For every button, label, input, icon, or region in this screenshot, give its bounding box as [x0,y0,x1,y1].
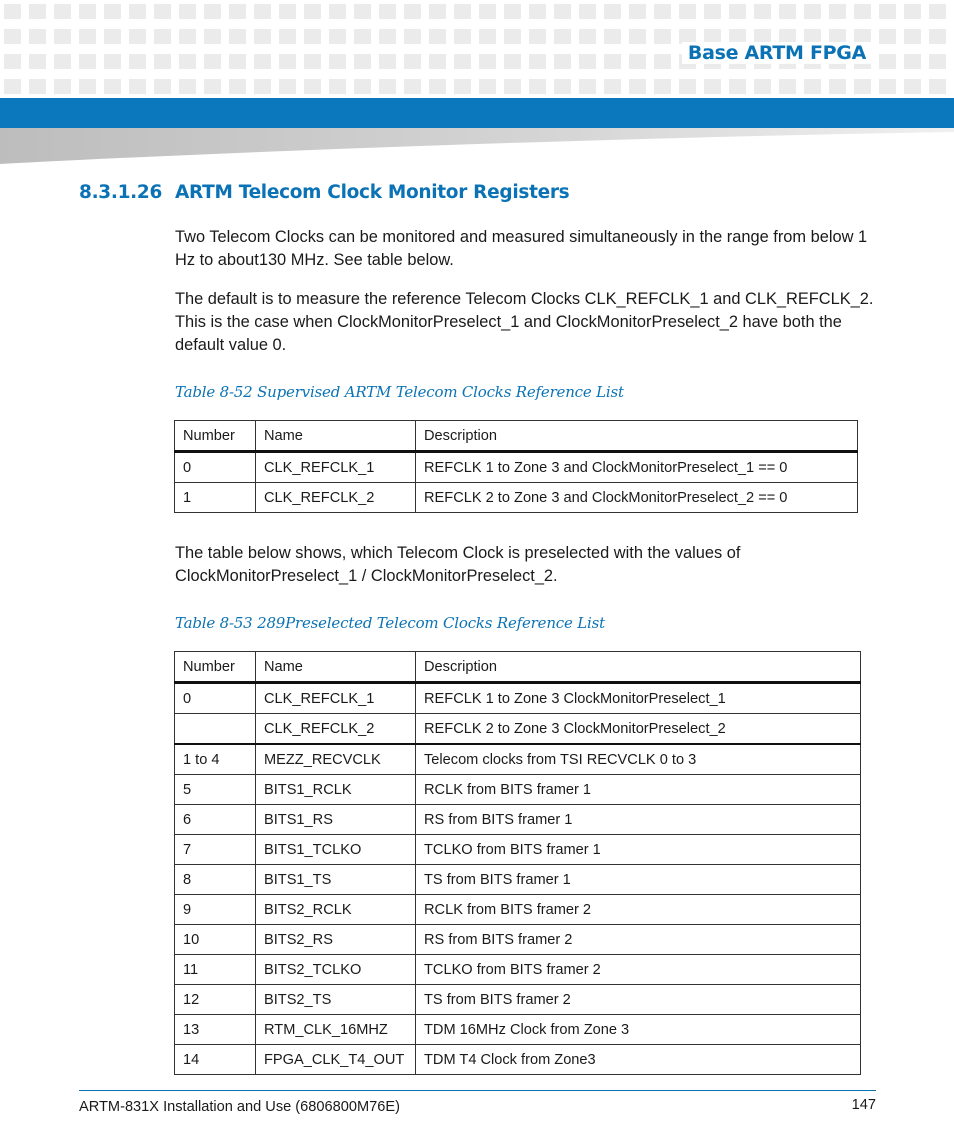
paragraph: The table below shows, which Telecom Clock is preselected with the values of ClockMonitorPreselect_1 / ClockMonitorPreselect_2. [175,544,741,585]
table-cell: RTM_CLK_16MHZ [256,1015,416,1045]
footer-document-title: ARTM-831X Installation and Use (6806800M76E) [79,1099,400,1115]
table-cell: Telecom clocks from TSI RECVCLK 0 to 3 [416,744,861,775]
table-cell: CLK_REFCLK_1 [256,683,416,714]
column-header: Description [416,421,858,452]
table-cell: TS from BITS framer 1 [416,865,861,895]
table-cell: REFCLK 1 to Zone 3 and ClockMonitorPreselect_1 == 0 [416,452,858,483]
table-cell: BITS1_TCLKO [256,835,416,865]
column-header: Name [256,421,416,452]
table-cell: 6 [175,805,256,835]
table-row [175,1045,861,1075]
table-row [175,805,861,835]
table-cell: CLK_REFCLK_2 [256,483,416,513]
table-header-row [175,421,858,452]
table-cell: TCLKO from BITS framer 1 [416,835,861,865]
table-cell: CLK_REFCLK_2 [256,714,416,745]
table-cell: 1 [175,483,256,513]
table-cell: REFCLK 2 to Zone 3 ClockMonitorPreselect_2 [416,714,861,745]
table-row [175,714,861,745]
table-cell [175,714,256,745]
table-cell: BITS2_TS [256,985,416,1015]
header-band [0,98,954,128]
table-row [175,452,858,483]
section-title: ARTM Telecom Clock Monitor Registers [175,182,570,203]
table-header-row [175,652,861,683]
table-cell: BITS1_RS [256,805,416,835]
table-cell: TCLKO from BITS framer 2 [416,955,861,985]
table-cell: 9 [175,895,256,925]
chapter-title: Base ARTM FPGA [682,42,872,64]
table-cell: TS from BITS framer 2 [416,985,861,1015]
paragraph: Two Telecom Clocks can be monitored and measured simultaneously in the range from below 1 Hz to about130 MHz. See table below. [175,228,868,269]
table-cell: 0 [175,683,256,714]
table-cell: TDM T4 Clock from Zone3 [416,1045,861,1075]
section-heading [79,182,569,203]
table-cell: 7 [175,835,256,865]
table-cell: BITS2_RCLK [256,895,416,925]
page-number: 147 [851,1097,876,1113]
table-row [175,955,861,985]
table-cell: 12 [175,985,256,1015]
table-supervised-clocks [174,420,858,513]
table-caption: Table 8-53 289Preselected Telecom Clocks Reference List [175,614,605,632]
section-number: 8.3.1.26 [79,182,163,203]
table-cell: REFCLK 2 to Zone 3 and ClockMonitorPreselect_2 == 0 [416,483,858,513]
table-cell: 11 [175,955,256,985]
column-header: Description [416,652,861,683]
table-cell: 5 [175,775,256,805]
footer-divider [79,1090,876,1091]
column-header: Number [175,652,256,683]
column-header: Number [175,421,256,452]
table-row [175,744,861,775]
table-cell: BITS1_TS [256,865,416,895]
table-cell: REFCLK 1 to Zone 3 ClockMonitorPreselect_1 [416,683,861,714]
paragraph: The default is to measure the reference Telecom Clocks CLK_REFCLK_1 and CLK_REFCLK_2. This is the case when ClockMonitorPreselect_1 and ClockMonitorPreselect_2 have both the default value 0. [175,290,874,354]
table-row [175,865,861,895]
table-row [175,985,861,1015]
table-row [175,835,861,865]
table-cell: 0 [175,452,256,483]
table-caption: Table 8-52 Supervised ARTM Telecom Clocks Reference List [175,383,624,401]
table-cell: BITS2_TCLKO [256,955,416,985]
table-cell: CLK_REFCLK_1 [256,452,416,483]
table-row [175,925,861,955]
table-cell: MEZZ_RECVCLK [256,744,416,775]
table-preselected-clocks [174,651,861,1075]
table-row [175,683,861,714]
table-cell: RCLK from BITS framer 1 [416,775,861,805]
table-cell: RS from BITS framer 2 [416,925,861,955]
table-row [175,775,861,805]
table-cell: TDM 16MHz Clock from Zone 3 [416,1015,861,1045]
table-cell: BITS1_RCLK [256,775,416,805]
header-swoosh [0,128,954,164]
table-cell: 13 [175,1015,256,1045]
table-cell: 10 [175,925,256,955]
table-cell: RCLK from BITS framer 2 [416,895,861,925]
table-row [175,483,858,513]
table-cell: BITS2_RS [256,925,416,955]
table-row [175,1015,861,1045]
table-cell: 1 to 4 [175,744,256,775]
table-cell: FPGA_CLK_T4_OUT [256,1045,416,1075]
table-row [175,895,861,925]
column-header: Name [256,652,416,683]
table-cell: 8 [175,865,256,895]
table-cell: 14 [175,1045,256,1075]
table-cell: RS from BITS framer 1 [416,805,861,835]
